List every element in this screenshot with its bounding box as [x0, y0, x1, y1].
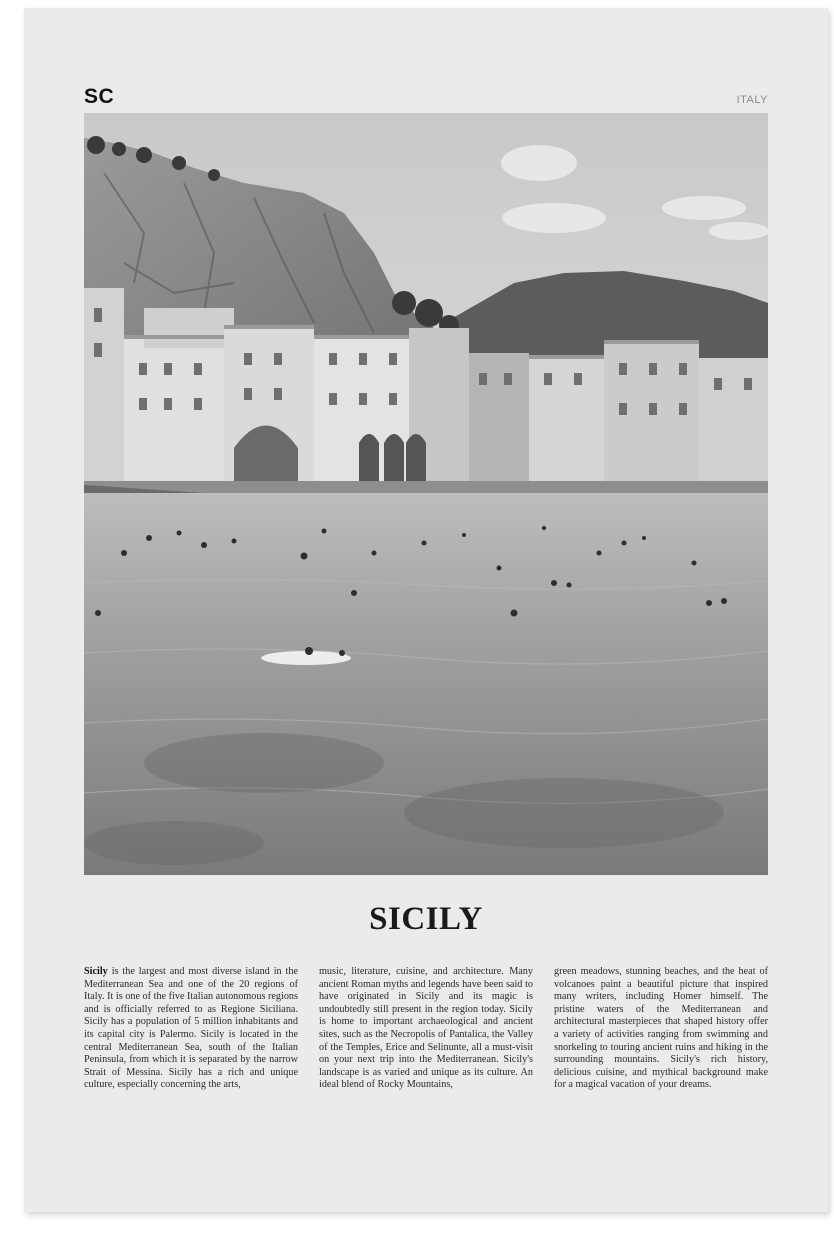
- text-column-1: [84, 966, 298, 1092]
- poster: [24, 8, 828, 1212]
- text-column-1-body: is the largest and most diverse island in the Mediterranean Sea and one of the 20 regions of Italy. It is one of the five Italian autonomous regions and is officially referred to as Regione Siciliana. Sicily has a population of 5 million inhabitants and its capital city is Palermo. Sicily is located in the central Mediterranean Sea, south of the Italian Peninsula, from which it is separated by the narrow Strait of Messina. Sicily has a rich and unique culture, especially concerning the arts,: [84, 966, 298, 1091]
- body-text: [84, 966, 768, 1092]
- text-column-3: green meadows, stunning beaches, and the heat of volcanoes paint a beautiful picture that inspired many writers, including Homer himself. The pristine waters of the Mediterranean and architectural masterpieces that shaped history offer a variety of activities ranging from swimming and snorkeling to touring ancient ruins and hiking in the surrounding mountains. Sicily's rich history, delicious cuisine, and mythical background make for a magical vacation of your dreams.: [554, 966, 768, 1091]
- text-column-2: music, literature, cuisine, and architecture. Many ancient Roman myths and legends have been said to have originated in Sicily and its magic is undoubtedly still present in the region today. Sicily is home to important archaeological and ancient sites, such as the Necropolis of Pantalica, the Valley of the Temples, Erice and Selinunte, all a must-visit on your next trip into the Mediterranean. Sicily's landscape is as varied and unique as its culture. An ideal blend of Rocky Mountains,: [319, 966, 533, 1091]
- sicily-photo: [84, 113, 768, 875]
- poster-title: SICILY: [369, 901, 483, 937]
- body-lead-word: Sicily: [84, 966, 108, 977]
- poster-code: SC: [84, 85, 115, 108]
- poster-country: ITALY: [736, 94, 768, 106]
